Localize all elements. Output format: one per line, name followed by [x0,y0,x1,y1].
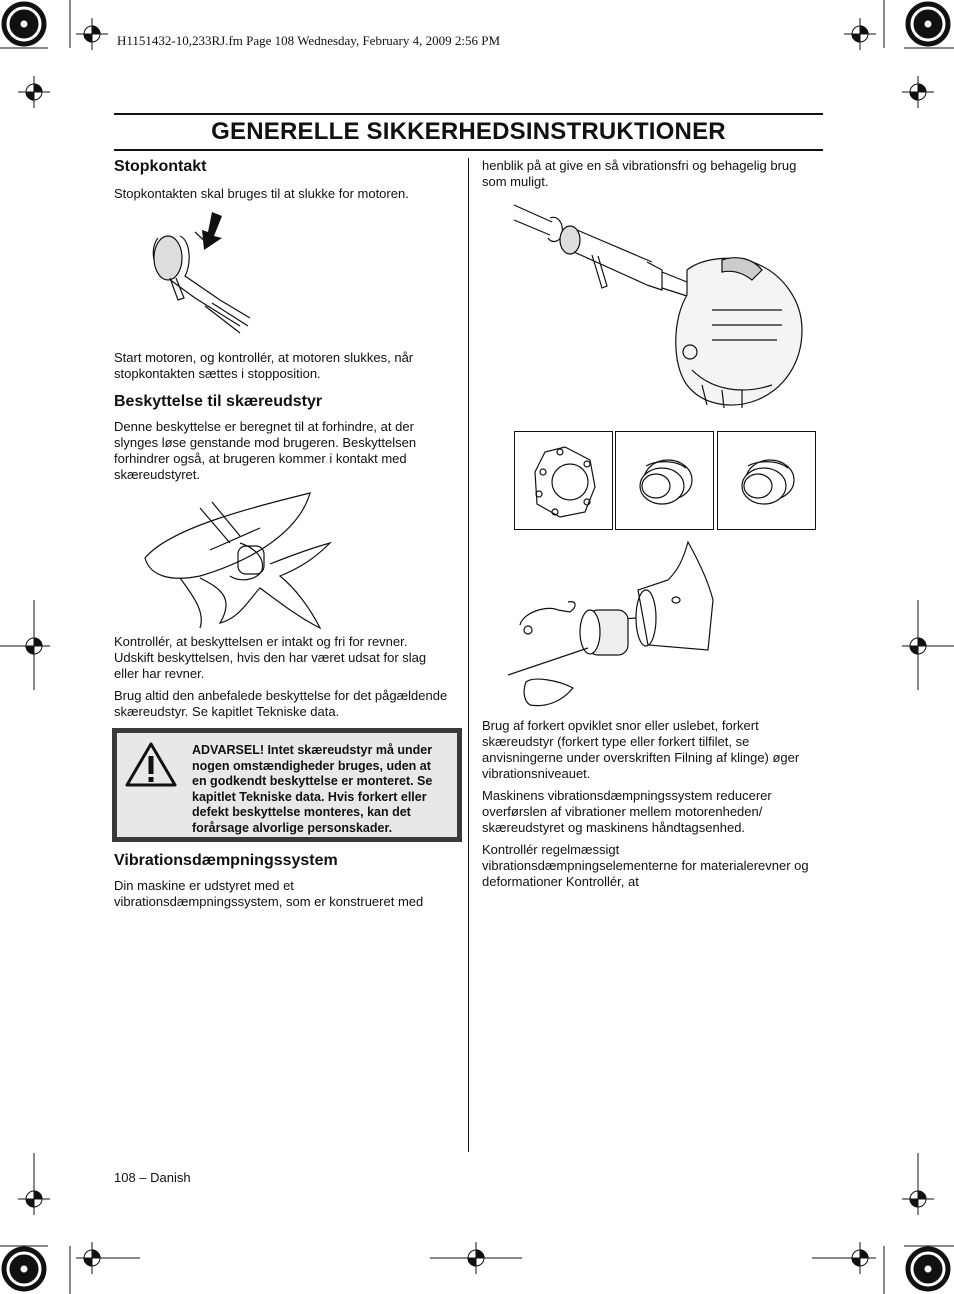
damper-figure-2 [615,431,714,530]
starburst-top-right [906,2,950,46]
heading-stopkontakt: Stopkontakt [114,158,207,175]
vibration-paragraph-1: Din maskine er udstyret med et vibrationsdæmpningssystem, som er konstrueret med [114,878,424,909]
beskyttelse-paragraph-3: Brug altid den anbefalede beskyttelse for det pågældende skæreudstyr. Se kapitlet Tekniske data. [114,688,448,719]
warning-text: ADVARSEL! Intet skæreudstyr må under nogen omstændigheder bruges, uden at en godkendt beskyttelse er monteret. Se kapitlet Tekniske data. Hvis forkert eller defekt beskyttelse monteres, kan det forårsage alvorlige personskader. [192,743,433,835]
column-divider [468,158,469,1152]
heading-vibration: Vibrationsdæmpningssystem [114,852,338,869]
beskyttelse-paragraph-2: Kontrollér, at beskyttelsen er intakt og fri for revner. Udskift beskyttelsen, hvis den har været udsat for slag eller har revner. [114,634,427,681]
starburst-bottom-right [906,1247,950,1291]
vibration-continued-paragraph: henblik på at give en så vibrationsfri og behagelig brug som muligt. [482,158,797,189]
file-header: H1151432-10,233RJ.fm Page 108 Wednesday, February 4, 2009 2:56 PM [117,33,501,48]
engine-unit-illustration [512,200,812,420]
page-title: GENERELLE SIKKERHEDSINSTRUKTIONER [211,118,726,145]
stop-switch-illustration [140,208,260,338]
title-rule-top [114,113,823,115]
beskyttelse-paragraph-1: Denne beskyttelse er beregnet til at forhindre, at der slynges løse genstande mod brugeren. Beskyttelsen forhindrer også, at brugeren kommer i kontakt med skæreudstyret. [114,419,417,482]
damper-figure-3 [717,431,816,530]
right-paragraph-1: Brug af forkert opviklet snor eller uslebet, forkert skæreudstyr (forkert type eller forkert tilfilet, se anvisningerne under overskriften Filning af klinge) øger vibrationsniveauet. [482,718,800,781]
heading-beskyttelse: Beskyttelse til skæreudstyr [114,393,323,410]
cutting-guard-illustration [140,488,340,630]
warning-box [112,728,462,842]
page-footer: 108 – Danish [114,1170,191,1185]
title-rule-bottom [114,149,823,151]
starburst-top-left [2,2,46,46]
starburst-bottom-left [2,1247,46,1291]
right-paragraph-3: Kontrollér regelmæssigt vibrationsdæmpningselementerne for materialerevner og deformationer Kontrollér, at [482,842,809,889]
stopkontakt-paragraph-1: Stopkontakten skal bruges til at slukke for motoren. [114,186,409,201]
damper-figure-1 [514,431,613,530]
handle-damper-assembly-illustration [508,540,738,715]
right-paragraph-2: Maskinens vibrationsdæmpningssystem reducerer overførslen af vibrationer mellem motorenheden/ skæreudstyret og maskinens håndtagsenhed. [482,788,772,835]
stopkontakt-paragraph-2: Start motoren, og kontrollér, at motoren slukkes, når stopkontakten sættes i stopposition. [114,350,414,381]
warning-triangle-icon [125,741,177,787]
